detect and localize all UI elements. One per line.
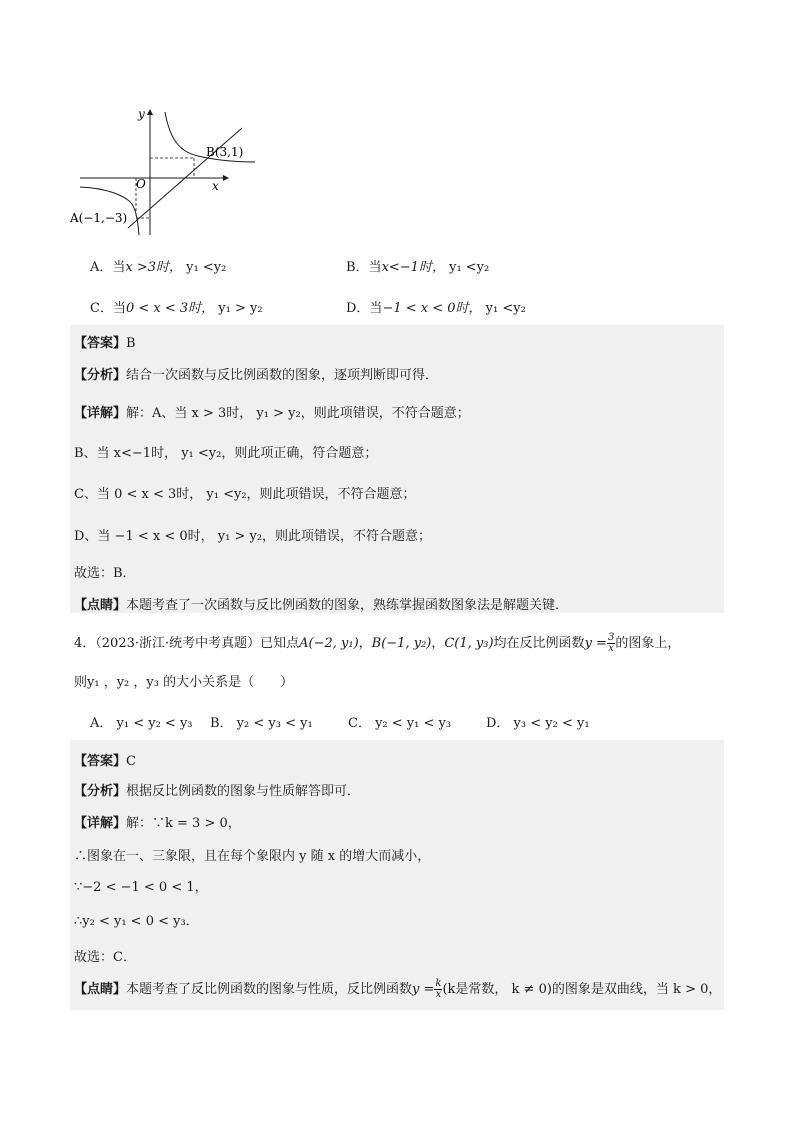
q4-detail-line-4: ∴y₂ < y₁ < 0 < y₃．: [74, 914, 199, 929]
q4-option-d: D． y₃ < y₂ < y₁: [486, 716, 590, 731]
q4-detail-line-3: ∵−2 < −1 < 0 < 1，: [74, 880, 208, 895]
point-b-label: B(3,1): [206, 145, 244, 159]
q4-option-c: C． y₂ < y₁ < y₃: [348, 716, 452, 731]
q3-detail-line-2: B、当 x<−1时， y₁ <y₂，则此项正确，符合题意；: [74, 446, 378, 461]
q4-comment: 【点睛】本题考查了反比例函数的图象与性质，反比例函数y = $\frac{k}{x}$ (k是常数， k ≠ 0)的图象是双曲线，当 k > 0，: [74, 978, 722, 1000]
q3-option-b: B．当x<−1时， y₁ <y₂: [346, 260, 490, 275]
q4-stem-line-1: 4．（2023·浙江·统考中考真题）已知点A(−2, y₁)，B(−1, y₂)，C(1, y₃)均在反比例函数y = $\frac{3}{x}$ 的图象上，: [74, 632, 681, 654]
q4-stem-line-2: 则y₁ ，y₂ ，y₃ 的大小关系是（ ）: [74, 675, 294, 690]
q4-option-b: B． y₂ < y₃ < y₁: [210, 716, 313, 731]
x-axis-label: x: [212, 179, 219, 193]
q3-choose: 故选：B．: [74, 566, 136, 581]
q3-detail-line-3: C、当 0 < x < 3时， y₁ <y₂，则此项错误，不符合题意；: [74, 487, 416, 502]
q4-answer: 【答案】C: [74, 754, 136, 769]
q3-detail-line-1: 【详解】解：A、当 x > 3时， y₁ > y₂，则此项错误，不符合题意；: [74, 406, 470, 421]
q4-detail-line-2: ∴图象在一、三象限，且在每个象限内 y 随 x 的增大而减小，: [74, 849, 431, 864]
q3-option-d: D．当−1 < x < 0时， y₁ <y₂: [346, 301, 526, 316]
point-a-label: A(−1,−3): [70, 211, 128, 225]
q3-answer: 【答案】B: [74, 336, 136, 351]
q3-analysis: 【分析】结合一次函数与反比例函数的图象，逐项判断即可得．: [74, 368, 439, 383]
q3-detail-line-4: D、当 −1 < x < 0时， y₁ > y₂，则此项错误，不符合题意；: [74, 529, 432, 544]
q3-option-a: A．当x >3时， y₁ <y₂: [90, 260, 227, 275]
q4-analysis: 【分析】根据反比例函数的图象与性质解答即可．: [74, 784, 361, 799]
q4-fraction: $\frac{3}{x}$: [607, 632, 615, 654]
q4-choose: 故选：C．: [74, 950, 136, 965]
q4-option-a: A． y₁ < y₂ < y₃: [90, 716, 193, 731]
origin-label: O: [136, 177, 146, 191]
q3-option-c: C．当0 < x < 3时， y₁ > y₂: [90, 301, 263, 316]
q4-detail-line-1: 【详解】解：∵k = 3 > 0，: [74, 816, 241, 831]
q4-comment-fraction: $\frac{k}{x}$: [435, 978, 442, 1000]
q3-comment: 【点睛】本题考查了一次函数与反比例函数的图象，熟练掌握函数图象法是解题关键．: [74, 598, 569, 613]
y-axis-label: y: [138, 107, 145, 121]
function-graph: [70, 100, 270, 240]
